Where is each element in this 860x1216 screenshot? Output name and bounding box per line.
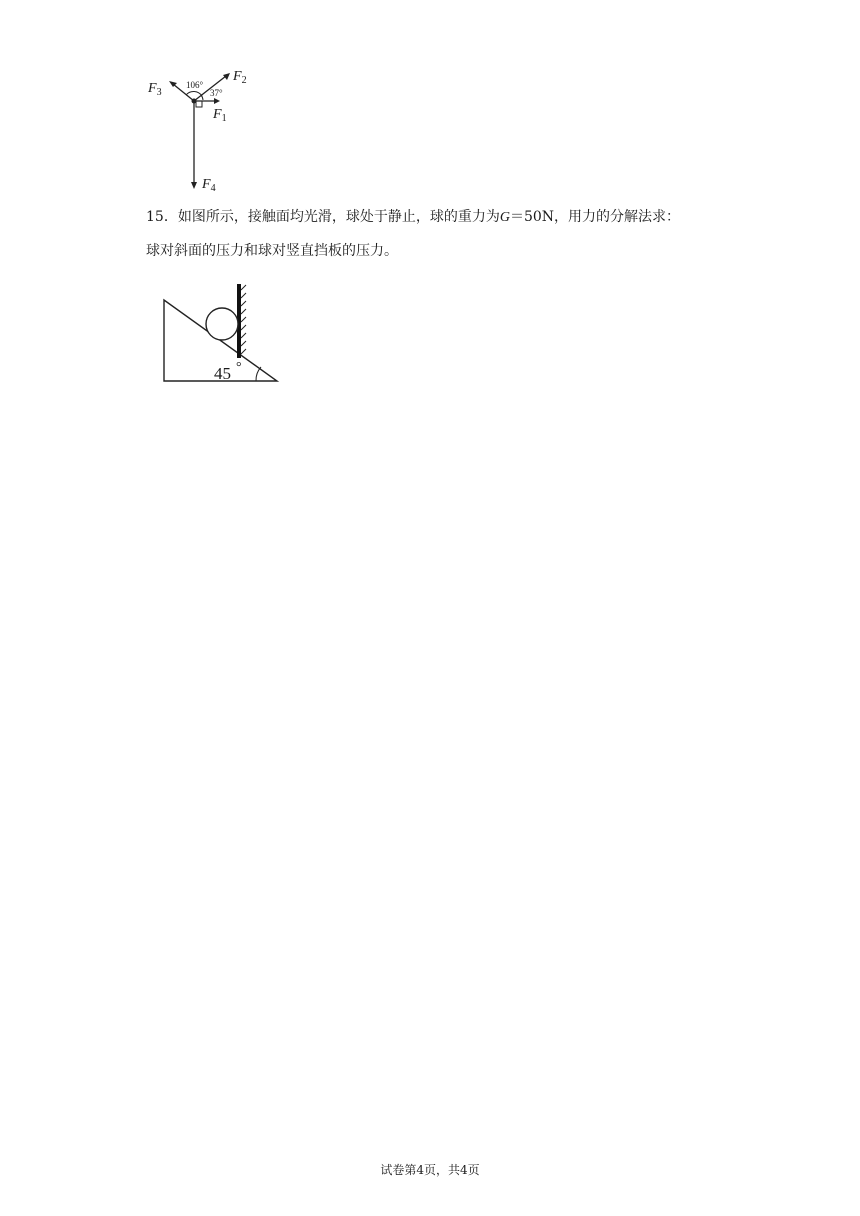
question-15-line-2 — [146, 241, 398, 261]
force-diagram — [140, 62, 260, 196]
f1-label: $F_1$ — [213, 107, 227, 124]
degree-mark: ° — [236, 360, 242, 375]
angle-arc-37 — [201, 95, 203, 100]
page-footer: 试卷第4页，共4页 — [380, 1163, 480, 1177]
right-angle-marker — [196, 101, 202, 107]
f2-arrowhead — [223, 73, 230, 80]
ball — [206, 308, 238, 340]
angle-106-label: 106° — [186, 80, 204, 90]
incline-angle-label: 45 — [214, 364, 231, 383]
f4-arrowhead — [191, 182, 197, 189]
angle-arc-106 — [186, 91, 202, 96]
question-text-line-2: 球对斜面的压力和球对竖直挡板的压力。 — [146, 243, 398, 259]
origin-point — [192, 99, 197, 104]
question-number: 15． — [146, 209, 178, 225]
question-15-line-1 — [146, 207, 680, 228]
gravity-symbol: G — [499, 210, 510, 225]
board-hatching — [241, 285, 246, 354]
angle-37-label: 37° — [210, 88, 223, 98]
question-text-part-a: 如图所示，接触面均光滑，球处于静止，球的重力为 — [177, 209, 500, 225]
f2-label: $F_2$ — [233, 69, 247, 86]
f1-arrowhead — [214, 98, 220, 104]
incline-diagram — [160, 280, 285, 386]
f3-label: $F_3$ — [148, 81, 162, 98]
question-text-part-b: ＝50N，用力的分解法求： — [509, 209, 681, 225]
f4-label: $F_4$ — [202, 177, 216, 194]
